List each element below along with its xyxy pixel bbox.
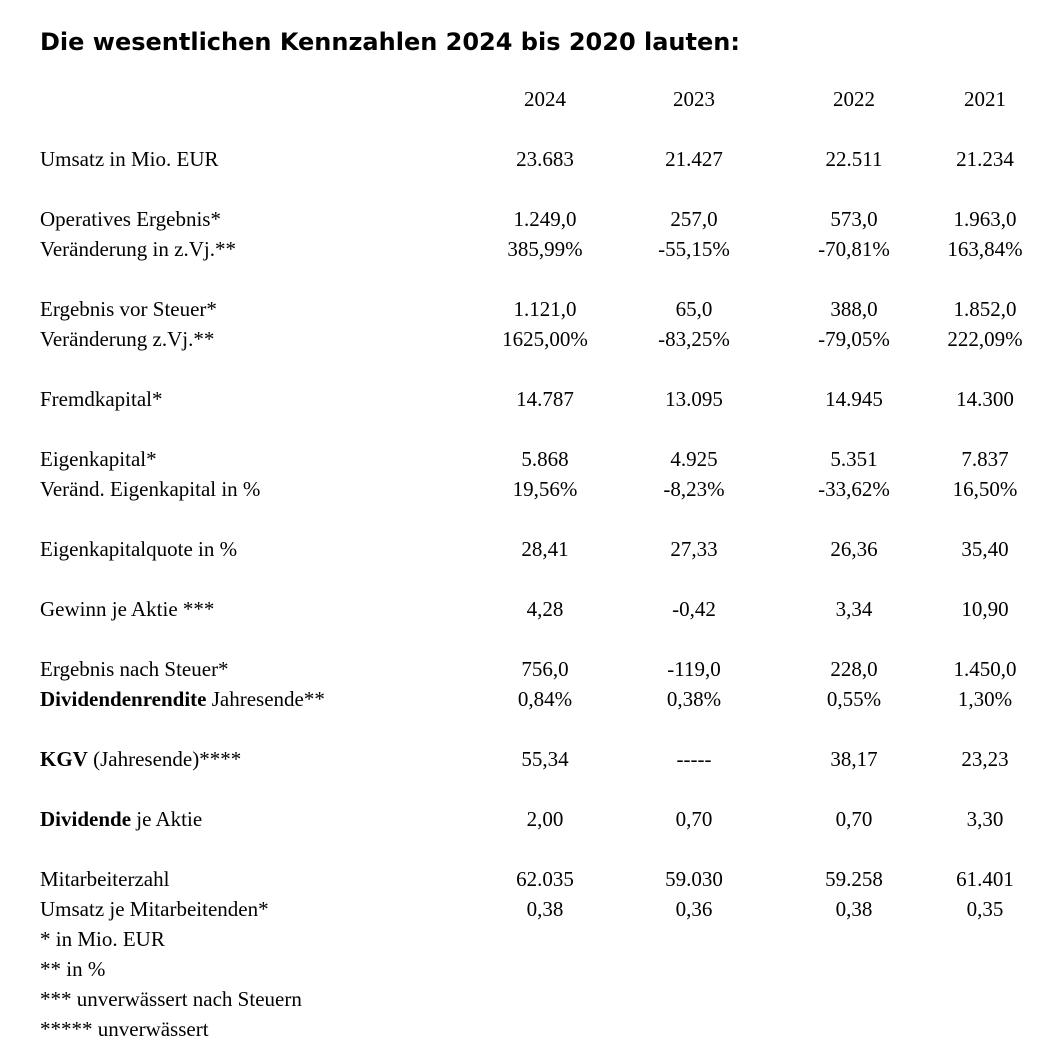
value-cell: 3,30 [966,807,1004,831]
table-row [0,474,1062,504]
value-cell: -79,05% [818,327,890,351]
value-cell: 0,55% [826,687,882,711]
value-cell: 14.945 [825,387,883,411]
row-label: Ergebnis vor Steuer* [40,297,217,321]
value-cell: 1.852,0 [953,297,1017,321]
value-cell: 573,0 [830,207,878,231]
value-cell: 21.234 [956,147,1014,171]
value-cell: 257,0 [670,207,718,231]
value-cell: 10,90 [961,597,1009,621]
value-cell: 1625,00% [502,327,588,351]
table-row [0,444,1062,474]
value-cell: 13.095 [665,387,723,411]
year-header: 2024 [524,87,566,111]
value-cell: 0,36 [675,897,713,921]
row-label [40,684,325,714]
year-header: 2021 [964,87,1006,111]
row-label: Umsatz je Mitarbeitenden* [40,897,269,921]
table-row [0,294,1062,324]
value-cell: 0,38 [526,897,564,921]
row-label: Umsatz in Mio. EUR [40,147,219,171]
value-cell: 23,23 [961,747,1009,771]
value-cell: 1.450,0 [953,657,1017,681]
row-label: Eigenkapital* [40,447,157,471]
value-cell: 5.868 [521,447,569,471]
value-cell: 0,70 [675,807,713,831]
value-cell: 0,35 [966,897,1004,921]
value-cell: 55,34 [521,747,569,771]
value-cell: 163,84% [947,237,1023,261]
table-row [0,534,1062,564]
value-cell: 3,34 [835,597,873,621]
table-row [0,204,1062,234]
value-cell: 1,30% [957,687,1013,711]
value-cell: ----- [676,747,712,771]
value-cell: 62.035 [516,867,574,891]
value-cell: 14.787 [516,387,574,411]
footnote: *** unverwässert nach Steuern [40,987,302,1011]
table-row [0,804,1062,834]
footnote: * in Mio. EUR [40,927,165,951]
page-title: Die wesentlichen Kennzahlen 2024 bis 2020 lauten: [40,28,740,56]
row-label: Operatives Ergebnis* [40,207,221,231]
table-row [0,144,1062,174]
value-cell: 1.249,0 [513,207,577,231]
year-header-row [0,84,1062,114]
table-row [0,894,1062,924]
value-cell: 59.258 [825,867,883,891]
value-cell: -119,0 [667,657,721,681]
value-cell: 0,38% [666,687,722,711]
value-cell: 26,36 [830,537,878,561]
row-label [40,804,202,834]
table-row [0,384,1062,414]
row-label-bold: KGV [40,747,88,771]
value-cell: 4,28 [526,597,564,621]
value-cell: -83,25% [658,327,730,351]
value-cell: 222,09% [947,327,1023,351]
row-label-bold: Dividende [40,807,132,831]
table-row [0,654,1062,684]
value-cell: 5.351 [830,447,878,471]
row-label-rest: Jahresende** [206,687,325,711]
row-label: Veränderung z.Vj.** [40,327,215,351]
value-cell: 0,38 [835,897,873,921]
row-label: Eigenkapitalquote in % [40,537,238,561]
table-row [0,324,1062,354]
value-cell: -0,42 [672,597,716,621]
value-cell: 21.427 [665,147,723,171]
value-cell: 65,0 [675,297,713,321]
row-label-bold: Dividendenrendite [40,687,207,711]
row-label-rest: je Aktie [131,807,203,831]
row-label: Gewinn je Aktie *** [40,597,215,621]
value-cell: 4.925 [670,447,718,471]
year-header: 2023 [673,87,715,111]
row-label: Ergebnis nach Steuer* [40,657,229,681]
value-cell: 756,0 [521,657,569,681]
value-cell: 228,0 [830,657,878,681]
value-cell: 61.401 [956,867,1014,891]
row-label: Veränd. Eigenkapital in % [40,477,261,501]
value-cell: 1.121,0 [513,297,577,321]
table-row [0,684,1062,714]
value-cell: 16,50% [952,477,1018,501]
value-cell: 23.683 [516,147,574,171]
table-row [0,234,1062,264]
footnote: ** in % [40,957,106,981]
value-cell: 385,99% [507,237,583,261]
value-cell: 59.030 [665,867,723,891]
value-cell: 7.837 [961,447,1009,471]
value-cell: 0,70 [835,807,873,831]
value-cell: -55,15% [658,237,730,261]
value-cell: -33,62% [818,477,890,501]
value-cell: 27,33 [670,537,718,561]
row-label: Mitarbeiterzahl [40,867,170,891]
row-label-rest: (Jahresende)**** [87,747,242,771]
table-row [0,744,1062,774]
value-cell: 35,40 [961,537,1009,561]
value-cell: 1.963,0 [953,207,1017,231]
value-cell: 2,00 [526,807,564,831]
value-cell: -8,23% [663,477,725,501]
row-label [40,744,241,774]
footnote: ***** unverwässert [40,1017,209,1041]
value-cell: 38,17 [830,747,878,771]
table-row [0,864,1062,894]
value-cell: -70,81% [818,237,890,261]
value-cell: 14.300 [956,387,1014,411]
row-label: Fremdkapital* [40,387,163,411]
value-cell: 0,84% [517,687,573,711]
row-label: Veränderung in z.Vj.** [40,237,236,261]
value-cell: 22.511 [825,147,883,171]
value-cell: 28,41 [521,537,569,561]
value-cell: 388,0 [830,297,878,321]
year-header: 2022 [833,87,875,111]
value-cell: 19,56% [512,477,578,501]
table-row [0,594,1062,624]
